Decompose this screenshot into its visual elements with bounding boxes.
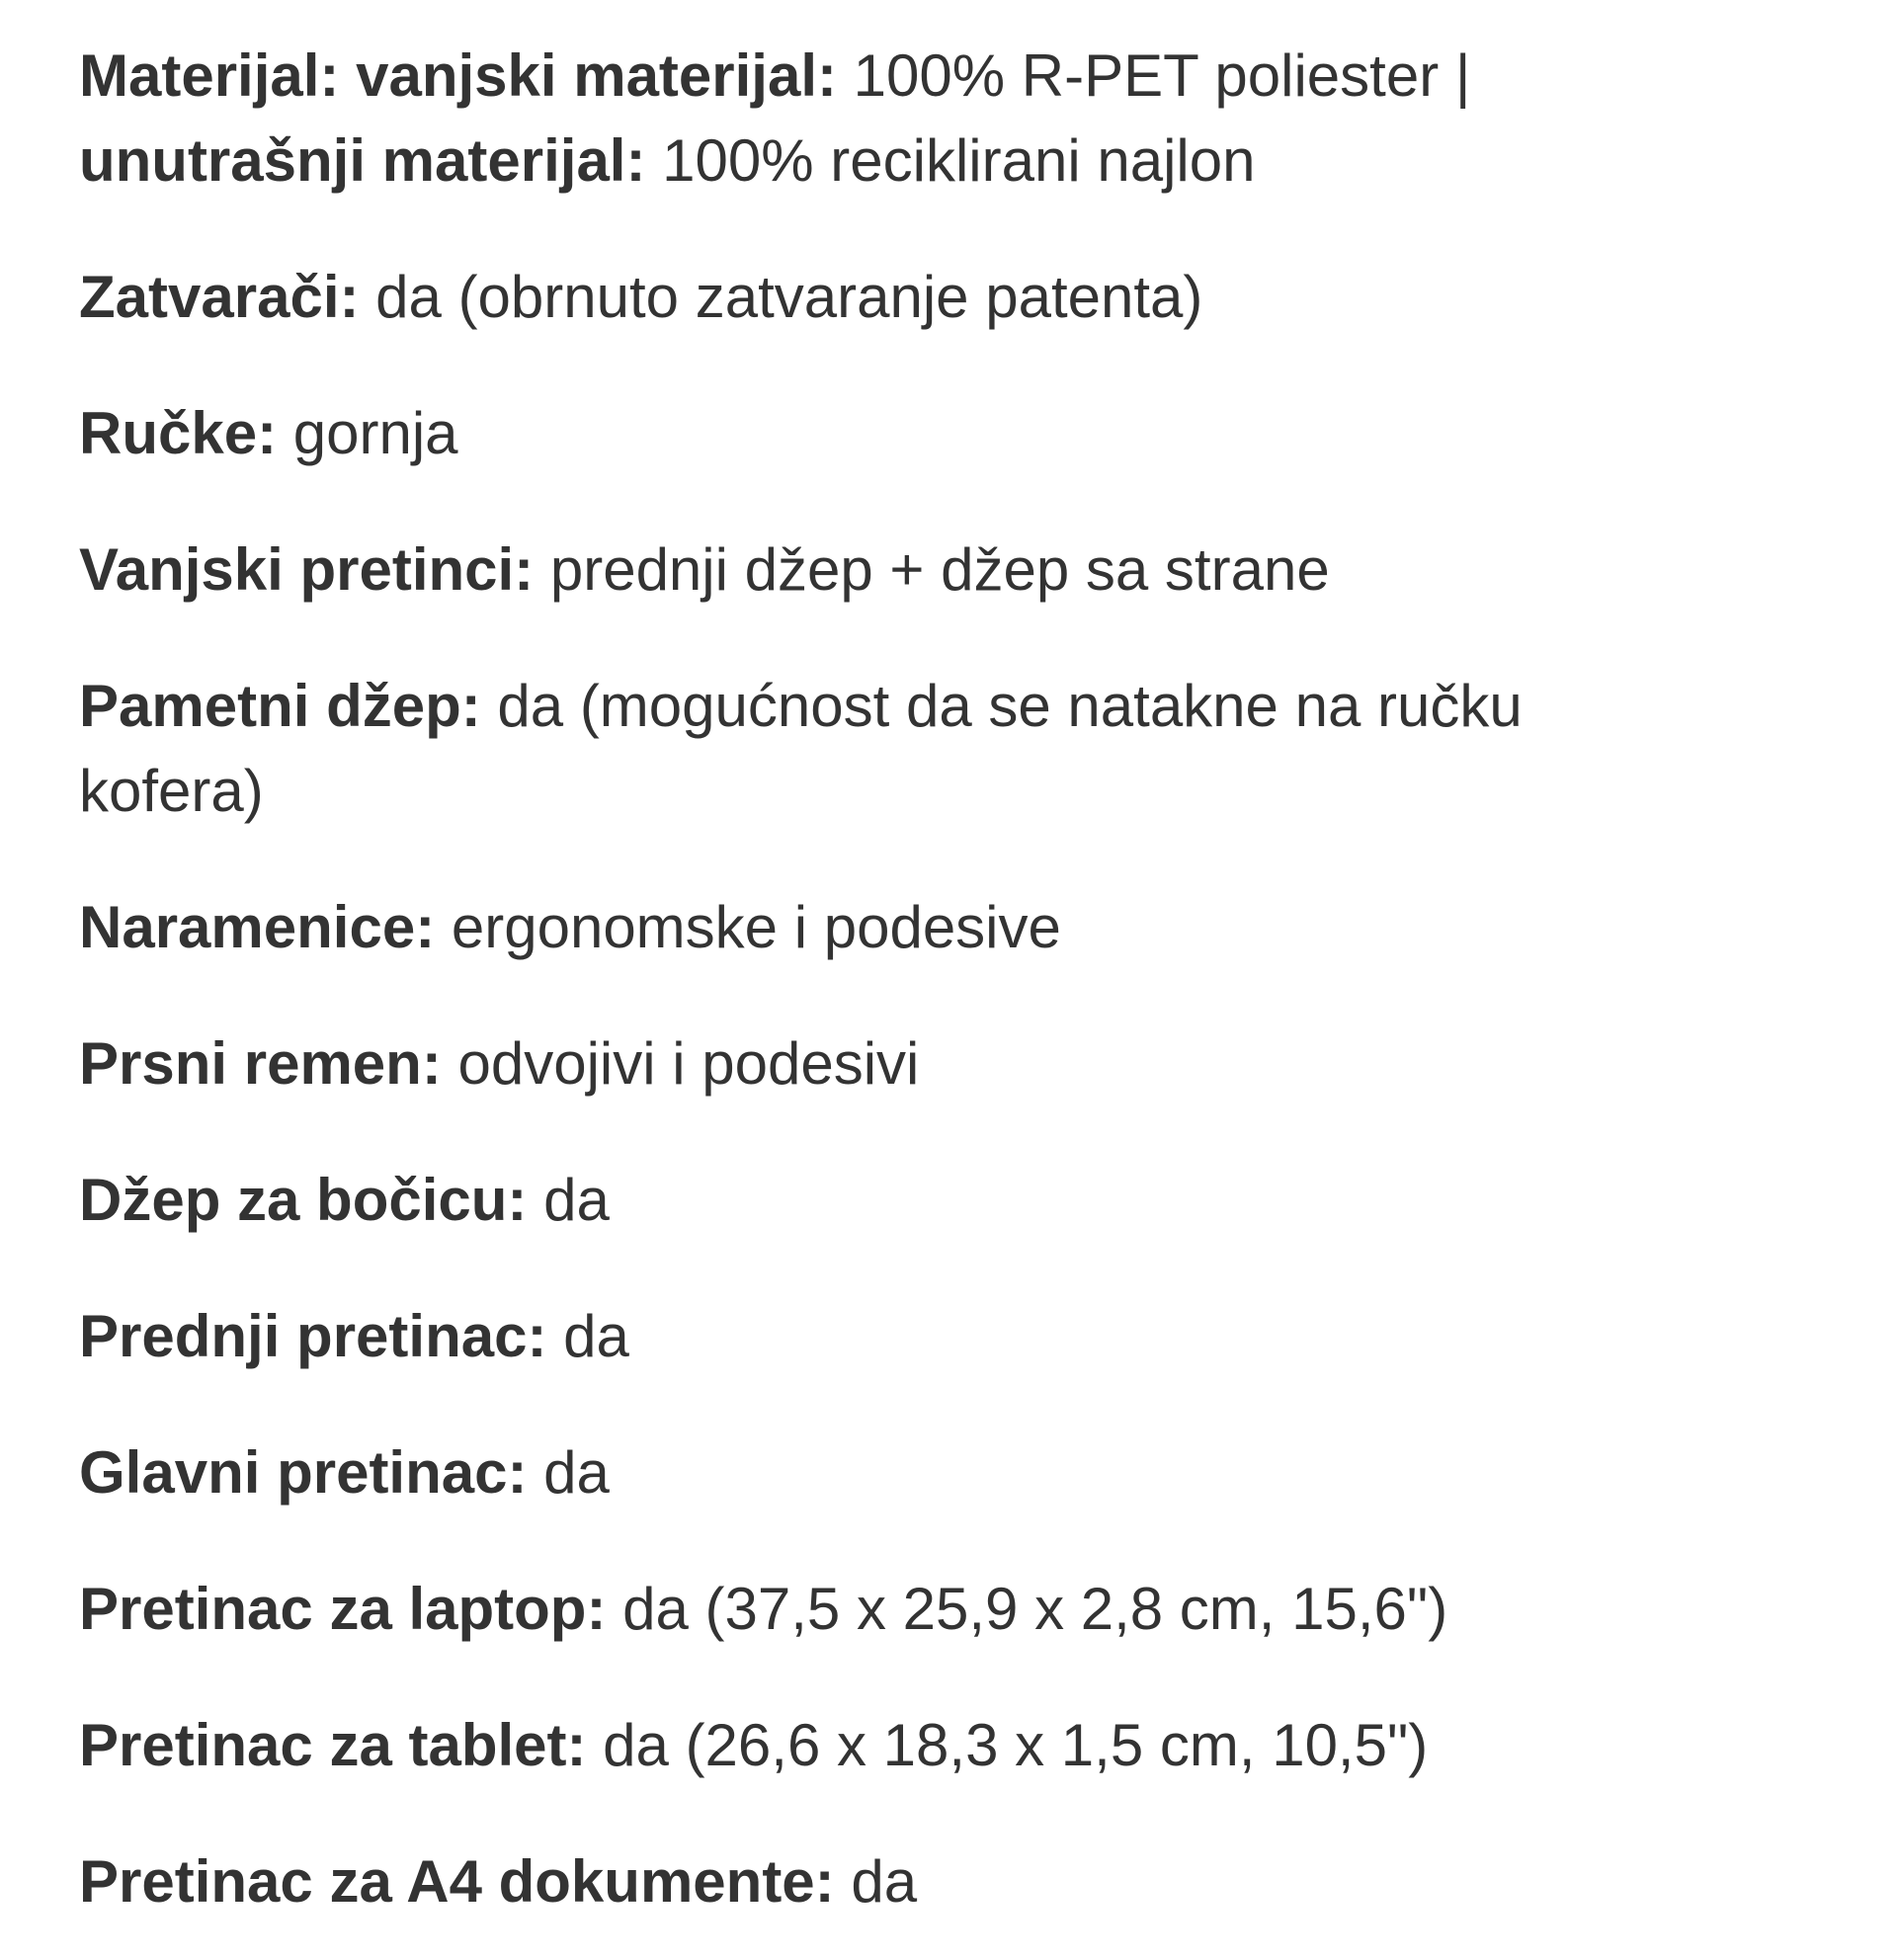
spec-label: unutrašnji materijal: — [79, 127, 646, 194]
spec-label: Džep za bočicu: — [79, 1167, 528, 1233]
spec-label: Naramenice: — [79, 894, 436, 960]
spec-shoulder-straps — [79, 885, 1739, 970]
spec-value: da (mogućnost da se natakne na ručku kofera) — [79, 673, 1523, 824]
spec-value: da — [563, 1303, 629, 1369]
spec-value: gornja — [292, 400, 458, 466]
spec-value: da (26,6 x 18,3 x 1,5 cm, 10,5") — [603, 1712, 1429, 1778]
spec-value: da (37,5 x 25,9 x 2,8 cm, 15,6") — [622, 1576, 1448, 1642]
spec-a4-compartment — [79, 1839, 1739, 1924]
spec-label: Materijal: vanjski materijal: — [79, 42, 837, 109]
spec-chest-strap — [79, 1021, 1739, 1106]
spec-label: Pametni džep: — [79, 673, 481, 739]
spec-front-compartment — [79, 1294, 1739, 1379]
spec-label: Vanjski pretinci: — [79, 536, 535, 603]
spec-label: Glavni pretinac: — [79, 1439, 528, 1506]
spec-value: da — [543, 1167, 610, 1233]
spec-value: 100% reciklirani najlon — [662, 127, 1256, 194]
spec-outer-pockets — [79, 528, 1739, 612]
spec-value: odvojivi i podesivi — [457, 1030, 920, 1097]
spec-value: da — [851, 1848, 918, 1915]
spec-value: 100% R-PET poliester | — [853, 42, 1471, 109]
spec-smart-pocket — [79, 664, 1719, 834]
spec-value: da (obrnuto zatvaranje patenta) — [375, 264, 1203, 330]
spec-bottle-pocket — [79, 1158, 1739, 1243]
spec-laptop-compartment — [79, 1567, 1739, 1652]
spec-label: Pretinac za A4 dokumente: — [79, 1848, 835, 1915]
spec-label: Prednji pretinac: — [79, 1303, 547, 1369]
spec-closures — [79, 255, 1739, 340]
spec-label: Prsni remen: — [79, 1030, 442, 1097]
spec-value: ergonomske i podesive — [451, 894, 1061, 960]
spec-label: Pretinac za tablet: — [79, 1712, 587, 1778]
spec-material — [79, 34, 1719, 204]
spec-value: prednji džep + džep sa strane — [549, 536, 1330, 603]
spec-value: da — [543, 1439, 610, 1506]
spec-label: Ručke: — [79, 400, 278, 466]
spec-label: Zatvarači: — [79, 264, 360, 330]
spec-handles — [79, 391, 1739, 476]
spec-main-compartment — [79, 1430, 1739, 1515]
spec-tablet-compartment — [79, 1703, 1739, 1788]
spec-label: Pretinac za laptop: — [79, 1576, 607, 1642]
